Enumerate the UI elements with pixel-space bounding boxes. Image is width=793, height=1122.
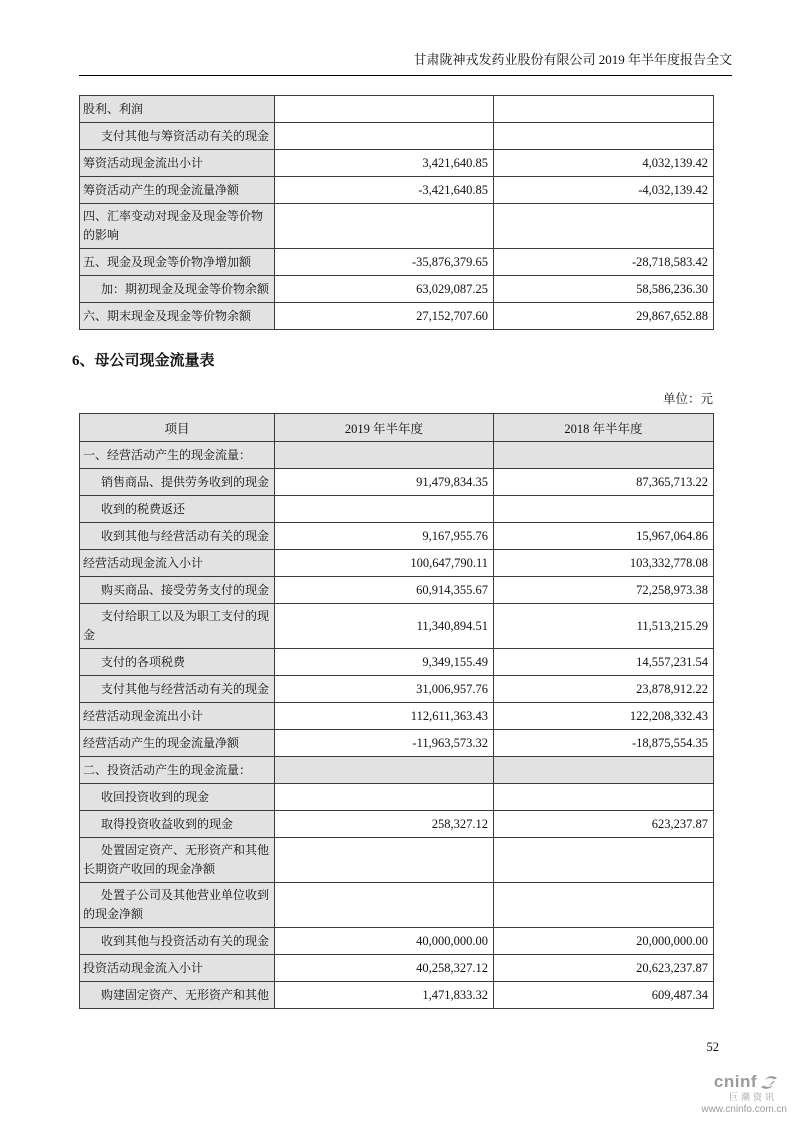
row-label-cell: 经营活动现金流入小计 xyxy=(80,550,275,577)
row-label-cell: 经营活动产生的现金流量净额 xyxy=(80,730,275,757)
row-label-cell: 加：期初现金及现金等价物余额 xyxy=(80,276,275,303)
value-cell: -3,421,640.85 xyxy=(275,177,494,204)
row-label-cell: 股利、利润 xyxy=(80,96,275,123)
value-cell: 31,006,957.76 xyxy=(275,676,494,703)
value-cell: 11,340,894.51 xyxy=(275,604,494,649)
value-cell: 72,258,973.38 xyxy=(494,577,714,604)
consolidated-cash-flow-table-continuation xyxy=(79,95,714,330)
value-cell: 23,878,912.22 xyxy=(494,676,714,703)
table-row xyxy=(80,276,714,303)
value-cell xyxy=(275,757,494,784)
col-header-2019: 2019 年半年度 xyxy=(275,414,494,442)
table-row xyxy=(80,703,714,730)
row-label-cell: 收到其他与投资活动有关的现金 xyxy=(80,928,275,955)
cninfo-logo xyxy=(679,1072,789,1115)
value-cell: -4,032,139.42 xyxy=(494,177,714,204)
value-cell xyxy=(275,204,494,249)
table-row xyxy=(80,177,714,204)
row-label-cell: 支付的各项税费 xyxy=(80,649,275,676)
value-cell xyxy=(494,123,714,150)
value-cell xyxy=(494,442,714,469)
page-number: 52 xyxy=(706,1040,719,1054)
value-cell: 1,471,833.32 xyxy=(275,982,494,1009)
value-cell: 15,967,064.86 xyxy=(494,523,714,550)
section-title: 6、母公司现金流量表 xyxy=(72,353,215,369)
cninfo-logo-subtitle: 巨潮资讯 xyxy=(728,1092,777,1102)
value-cell: 258,327.12 xyxy=(275,811,494,838)
table-row xyxy=(80,604,714,649)
table-row xyxy=(80,96,714,123)
value-cell: 112,611,363.43 xyxy=(275,703,494,730)
row-label-cell: 二、投资活动产生的现金流量： xyxy=(80,757,275,784)
row-label-cell: 投资活动现金流入小计 xyxy=(80,955,275,982)
table-row xyxy=(80,249,714,276)
value-cell: -18,875,554.35 xyxy=(494,730,714,757)
row-label-cell: 支付其他与筹资活动有关的现金 xyxy=(80,123,275,150)
value-cell: 27,152,707.60 xyxy=(275,303,494,330)
value-cell: 623,237.87 xyxy=(494,811,714,838)
table-row xyxy=(80,577,714,604)
value-cell: 58,586,236.30 xyxy=(494,276,714,303)
value-cell xyxy=(494,204,714,249)
row-label-cell: 购买商品、接受劳务支付的现金 xyxy=(80,577,275,604)
row-label-cell: 一、经营活动产生的现金流量： xyxy=(80,442,275,469)
table-row xyxy=(80,123,714,150)
value-cell: -11,963,573.32 xyxy=(275,730,494,757)
value-cell: 29,867,652.88 xyxy=(494,303,714,330)
table-row xyxy=(80,811,714,838)
value-cell: 3,421,640.85 xyxy=(275,150,494,177)
cninfo-swirl-icon xyxy=(759,1074,779,1091)
value-cell: 11,513,215.29 xyxy=(494,604,714,649)
value-cell xyxy=(275,838,494,883)
row-label-cell: 筹资活动产生的现金流量净额 xyxy=(80,177,275,204)
row-label-cell: 五、现金及现金等价物净增加额 xyxy=(80,249,275,276)
value-cell: 14,557,231.54 xyxy=(494,649,714,676)
table-row xyxy=(80,730,714,757)
value-cell: 122,208,332.43 xyxy=(494,703,714,730)
value-cell: 63,029,087.25 xyxy=(275,276,494,303)
row-label-cell: 支付给职工以及为职工支付的现金 xyxy=(80,604,275,649)
table-row xyxy=(80,928,714,955)
table-row xyxy=(80,523,714,550)
row-label-cell: 六、期末现金及现金等价物余额 xyxy=(80,303,275,330)
value-cell xyxy=(275,496,494,523)
value-cell: 4,032,139.42 xyxy=(494,150,714,177)
value-cell: -35,876,379.65 xyxy=(275,249,494,276)
row-label-cell: 收回投资收到的现金 xyxy=(80,784,275,811)
row-label-cell: 销售商品、提供劳务收到的现金 xyxy=(80,469,275,496)
table-row xyxy=(80,838,714,883)
table-row xyxy=(80,496,714,523)
table-row xyxy=(80,442,714,469)
table-row xyxy=(80,955,714,982)
value-cell: -28,718,583.42 xyxy=(494,249,714,276)
value-cell: 9,167,955.76 xyxy=(275,523,494,550)
value-cell: 60,914,355.67 xyxy=(275,577,494,604)
cninfo-logo-row xyxy=(679,1072,789,1092)
table-row xyxy=(80,757,714,784)
cninfo-logo-text: cninf xyxy=(713,1072,757,1091)
row-label-cell: 支付其他与经营活动有关的现金 xyxy=(80,676,275,703)
value-cell xyxy=(275,784,494,811)
value-cell: 87,365,713.22 xyxy=(494,469,714,496)
value-cell: 103,332,778.08 xyxy=(494,550,714,577)
row-label-cell: 四、汇率变动对现金及现金等价物的影响 xyxy=(80,204,275,249)
table-row xyxy=(80,883,714,928)
table-row xyxy=(80,676,714,703)
table-row xyxy=(80,469,714,496)
value-cell xyxy=(494,496,714,523)
value-cell xyxy=(494,883,714,928)
value-cell: 91,479,834.35 xyxy=(275,469,494,496)
value-cell: 40,000,000.00 xyxy=(275,928,494,955)
table-row xyxy=(80,649,714,676)
value-cell: 20,623,237.87 xyxy=(494,955,714,982)
parent-company-cash-flow-table xyxy=(79,413,714,1009)
table-row xyxy=(80,150,714,177)
value-cell xyxy=(275,123,494,150)
row-label-cell: 处置固定资产、无形资产和其他长期资产收回的现金净额 xyxy=(80,838,275,883)
page-header xyxy=(79,52,732,76)
row-label-cell: 收到其他与经营活动有关的现金 xyxy=(80,523,275,550)
row-label-cell: 购建固定资产、无形资产和其他 xyxy=(80,982,275,1009)
value-cell xyxy=(275,96,494,123)
value-cell: 100,647,790.11 xyxy=(275,550,494,577)
table-row xyxy=(80,303,714,330)
table-row xyxy=(80,784,714,811)
table-header-row xyxy=(80,414,714,442)
value-cell xyxy=(275,442,494,469)
value-cell xyxy=(494,838,714,883)
report-title: 甘肃陇神戎发药业股份有限公司 2019 年半年度报告全文 xyxy=(413,52,732,67)
value-cell: 609,487.34 xyxy=(494,982,714,1009)
cninfo-logo-url: www.cninfo.com.cn xyxy=(701,1104,787,1115)
value-cell xyxy=(494,784,714,811)
row-label-cell: 处置子公司及其他营业单位收到的现金净额 xyxy=(80,883,275,928)
table-row xyxy=(80,982,714,1009)
value-cell xyxy=(275,883,494,928)
row-label-cell: 经营活动现金流出小计 xyxy=(80,703,275,730)
value-cell xyxy=(494,757,714,784)
value-cell: 20,000,000.00 xyxy=(494,928,714,955)
table-row xyxy=(80,550,714,577)
unit-label: 单位：元 xyxy=(662,392,713,406)
table-row xyxy=(80,204,714,249)
col-header-item: 项目 xyxy=(80,414,275,442)
value-cell: 9,349,155.49 xyxy=(275,649,494,676)
value-cell: 40,258,327.12 xyxy=(275,955,494,982)
row-label-cell: 筹资活动现金流出小计 xyxy=(80,150,275,177)
col-header-2018: 2018 年半年度 xyxy=(494,414,714,442)
row-label-cell: 收到的税费返还 xyxy=(80,496,275,523)
value-cell xyxy=(494,96,714,123)
row-label-cell: 取得投资收益收到的现金 xyxy=(80,811,275,838)
